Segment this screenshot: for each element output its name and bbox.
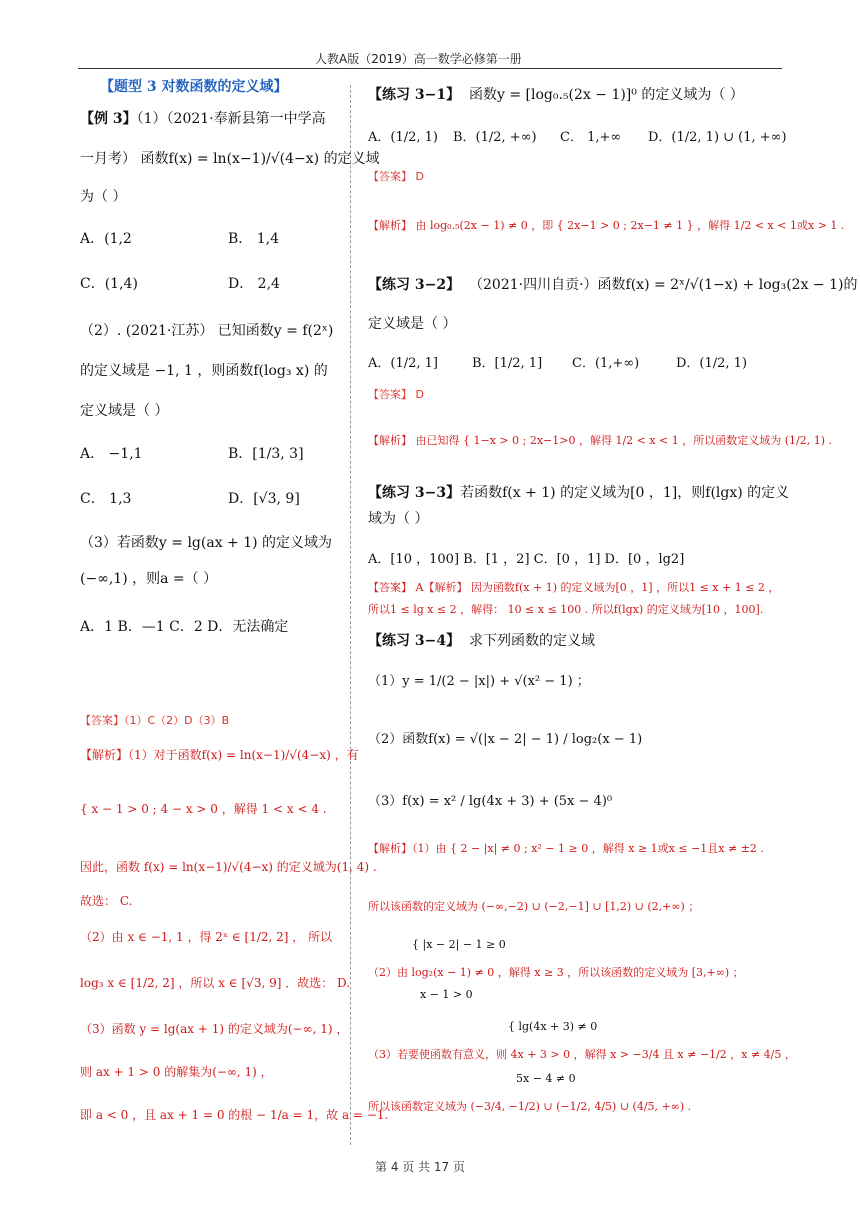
column-divider [350, 85, 351, 1145]
p34-solution-2-cond3: x − 1 > 0 [420, 988, 473, 1001]
p31-option-a: A．(1/2, 1) [368, 130, 438, 145]
p32-answer: 【答案】 D [368, 388, 424, 401]
p34-solution-2: （2）由 log₂(x − 1) ≠ 0 ，解得 x ≥ 3 ，所以该函数的定义域为 [3,+∞) ； [368, 966, 744, 979]
practice-3-2-question [368, 274, 857, 294]
example3-answer: 【答案】（1）C（2）D（3）B [80, 714, 230, 727]
p32-option-a: A．(1/2, 1] [368, 356, 438, 371]
p34-solution-1b: 所以该函数的定义域为 (−∞,−2) ∪ (−2,−1] ∪ [1,2) ∪ (2,+∞) ； [368, 900, 700, 913]
q3-options: A．1 B．—1 C．2 D．无法确定 [80, 619, 289, 635]
q3-line2: (−∞,1) ，则a =（ ） [80, 571, 218, 587]
p34-solution-3-result: 所以该函数定义域为 (−3/4, −1/2) ∪ (−1/2, 4/5) ∪ (4/5, +∞) . [368, 1100, 692, 1113]
p31-option-c: C． 1,+∞ [560, 130, 622, 145]
page-header: 人教A版（2019）高一数学必修第一册 [315, 52, 522, 66]
q1-option-c: C．(1,4) [80, 276, 138, 292]
p31-answer: 【答案】 D [368, 170, 424, 183]
p32-option-b: B．[1/2, 1] [472, 356, 543, 371]
q2-option-a: A． −1,1 [80, 446, 143, 462]
example3-sol1-b: { x − 1 > 0 ; 4 − x > 0 ，解得 1 < x < 4 . [80, 802, 327, 816]
p34-item-3: （3）f(x) = x² / lg(4x + 3) + (5x − 4)⁰ [368, 794, 613, 809]
example3-sol2-a: （2）由 x ∈ −1, 1 ，得 2ˣ ∈ [1/2, 2] ， 所以 [80, 930, 333, 944]
practice-3-2-tail: 定义域是（ ） [368, 316, 457, 332]
practice-3-4-label: 【练习 3−4】 [368, 633, 461, 649]
q1-option-d: D． 2,4 [228, 276, 280, 292]
q2-option-c: C． 1,3 [80, 491, 132, 507]
example3-sol3-c: 即 a < 0 ，且 ax + 1 = 0 的根 − 1/a = 1，故 a = −1. [80, 1108, 389, 1122]
p32-option-d: D．(1/2, 1) [676, 356, 748, 371]
example3-sol1-a: 【解析】（1）对于函数f(x) = ln(x−1)/√(4−x) ，有 [80, 748, 359, 762]
example3-sol2-b: log₃ x ∈ [1/2, 2] ，所以 x ∈ [√3, 9] ．故选： D. [80, 976, 351, 990]
p33-answer: 【答案】 A【解析】 因为函数f(x + 1) 的定义域为[0 ，1] ，所以1 ≤ x + 1 ≤ 2 ， [368, 581, 780, 594]
section-title: 【题型 3 对数函数的定义域】 [100, 79, 288, 95]
q2-line1: （2）. (2021·江苏） 已知函数y = f(2ˣ) [80, 323, 334, 339]
example3-sol1-c: 因此，函数 f(x) = ln(x−1)/√(4−x) 的定义域为(1, 4) . [80, 860, 377, 874]
example3-sol3-a: （3）函数 y = lg(ax + 1) 的定义域为(−∞, 1) ， [80, 1022, 349, 1036]
practice-3-1-question [368, 84, 744, 104]
example3-q1-func: 一月考） 函数f(x) = ln(x−1)/√(4−x) 的定义域 [80, 151, 380, 167]
p34-solution-3-cond1: { lg(4x + 3) ≠ 0 [508, 1020, 598, 1033]
practice-3-4-question [368, 630, 595, 650]
p34-solution-2-cond1: { |x − 2| − 1 ≥ 0 [412, 938, 506, 951]
p34-item-1: （1）y = 1/(2 − |x|) + √(x² − 1) ； [368, 674, 590, 689]
example3-sol1-d: 故选： C. [80, 894, 133, 908]
p32-option-c: C．(1,+∞) [572, 356, 640, 371]
q3-line1: （3）若函数y = lg(ax + 1) 的定义域为 [80, 535, 333, 551]
q1-option-a: A．(1,2 [80, 231, 132, 247]
practice-3-4-text: 求下列函数的定义域 [469, 633, 595, 649]
practice-3-1-text: 函数y = [log₀.₅(2x − 1)]⁰ 的定义域为（ ） [469, 87, 744, 103]
q2-line3: 定义域是（ ） [80, 403, 169, 419]
practice-3-2-text: （2021·四川自贡·）函数f(x) = 2ˣ/√(1−x) + log₃(2x − 1)的 [469, 277, 858, 293]
page-footer: 第 4 页 共 17 页 [375, 1160, 465, 1174]
example-label: 【例 3】 [80, 111, 137, 127]
p34-solution-3-cond3: 5x − 4 ≠ 0 [516, 1072, 576, 1085]
p33-options: A．[10 ，100] B．[1 ，2] C．[0 ，1] D．[0 ，lg2] [368, 552, 685, 567]
p31-option-d: D．(1/2, 1) ∪ (1, +∞) [648, 130, 787, 145]
header-rule [78, 68, 782, 69]
practice-3-3-text: 若函数f(x + 1) 的定义域为[0 ，1]，则f(lgx) 的定义 [460, 485, 790, 501]
example3-line1 [80, 108, 326, 128]
p34-solution-1a: 【解析】（1）由 { 2 − |x| ≠ 0 ; x² − 1 ≥ 0 ，解得 x ≥ 1或x ≤ −1且x ≠ ±2 . [368, 842, 764, 855]
q1-option-b: B． 1,4 [228, 231, 280, 247]
p31-option-b: B．(1/2, +∞) [453, 130, 537, 145]
practice-3-3-question [368, 482, 789, 502]
practice-3-3-tail: 域为（ ） [368, 511, 429, 527]
example3-q1-source: （1）（2021·奉新县第一中学高 [136, 111, 326, 127]
p31-solution: 【解析】 由 log₀.₅(2x − 1) ≠ 0 ，即 { 2x−1 > 0 ; 2x−1 ≠ 1 } ，解得 1/2 < x < 1或x > 1 . [368, 219, 845, 232]
practice-3-3-label: 【练习 3−3】 [368, 485, 461, 501]
q2-line2: 的定义域是 −1, 1 ，则函数f(log₃ x) 的 [80, 363, 328, 379]
example3-sol3-b: 则 ax + 1 > 0 的解集为(−∞, 1) ， [80, 1065, 273, 1079]
q2-option-b: B．[1/3, 3] [228, 446, 304, 462]
practice-3-2-label: 【练习 3−2】 [368, 277, 461, 293]
p33-answer-2: 所以1 ≤ lg x ≤ 2 ，解得： 10 ≤ x ≤ 100 . 所以f(lgx) 的定义域为[10 ，100]. [368, 603, 764, 616]
p34-item-2: （2）函数f(x) = √(|x − 2| − 1) / log₂(x − 1) [368, 732, 643, 747]
p32-solution: 【解析】 由已知得 { 1−x > 0 ; 2x−1>0 ，解得 1/2 < x < 1 ，所以函数定义域为 (1/2, 1) . [368, 434, 833, 447]
practice-3-1-label: 【练习 3−1】 [368, 87, 461, 103]
p34-solution-3: （3）若要使函数有意义，则 4x + 3 > 0 ，解得 x > −3/4 且 x ≠ −1/2 ，x ≠ 4/5 ， [368, 1048, 796, 1061]
q2-option-d: D．[√3, 9] [228, 491, 300, 507]
example3-q1-tail: 为（ ） [80, 189, 127, 205]
